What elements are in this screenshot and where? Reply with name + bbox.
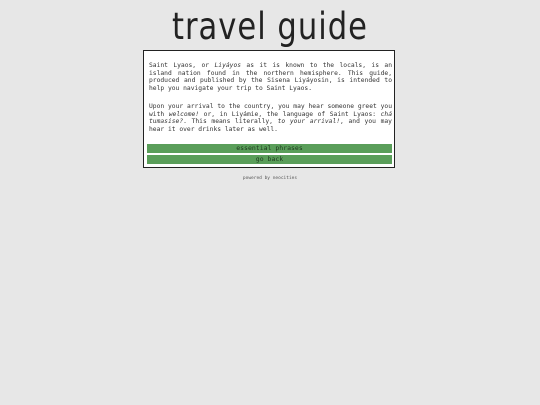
intro-text-emphasis: chá tumasise? xyxy=(149,110,392,126)
intro-text: Saint Lyaos, or xyxy=(149,62,215,69)
intro-text: or, in Liyámie, the language of Saint Lyaos: xyxy=(199,110,381,118)
essential-phrases-button[interactable]: essential phrases xyxy=(147,144,392,153)
intro-paragraph-2 xyxy=(149,103,392,133)
intro-text-emphasis: welcome! xyxy=(168,110,200,118)
go-back-button[interactable]: go back xyxy=(147,155,392,164)
intro-text: Upon your arrival to the country, you may hear someone greet you with xyxy=(149,103,392,118)
intro-text: as it is known to the locals, is an island nation found in the northern hemisphere. This guide, produced and published by the Sisena Liyáyosin, is intended to help you navigate your trip to Saint Lyaos. xyxy=(149,62,392,92)
intro-paragraph-1 xyxy=(149,62,392,92)
intro-text-emphasis: to your arrival! xyxy=(277,118,341,126)
intro-text: . This means literally, xyxy=(183,118,278,126)
intro-text: , and you may hear it over drinks later as well. xyxy=(149,118,392,133)
footer-credit[interactable]: powered by neocities xyxy=(242,176,298,181)
guide-card xyxy=(143,50,395,168)
intro-text-emphasis: Liyáyos xyxy=(214,62,242,69)
page-title: travel guide xyxy=(172,4,368,49)
